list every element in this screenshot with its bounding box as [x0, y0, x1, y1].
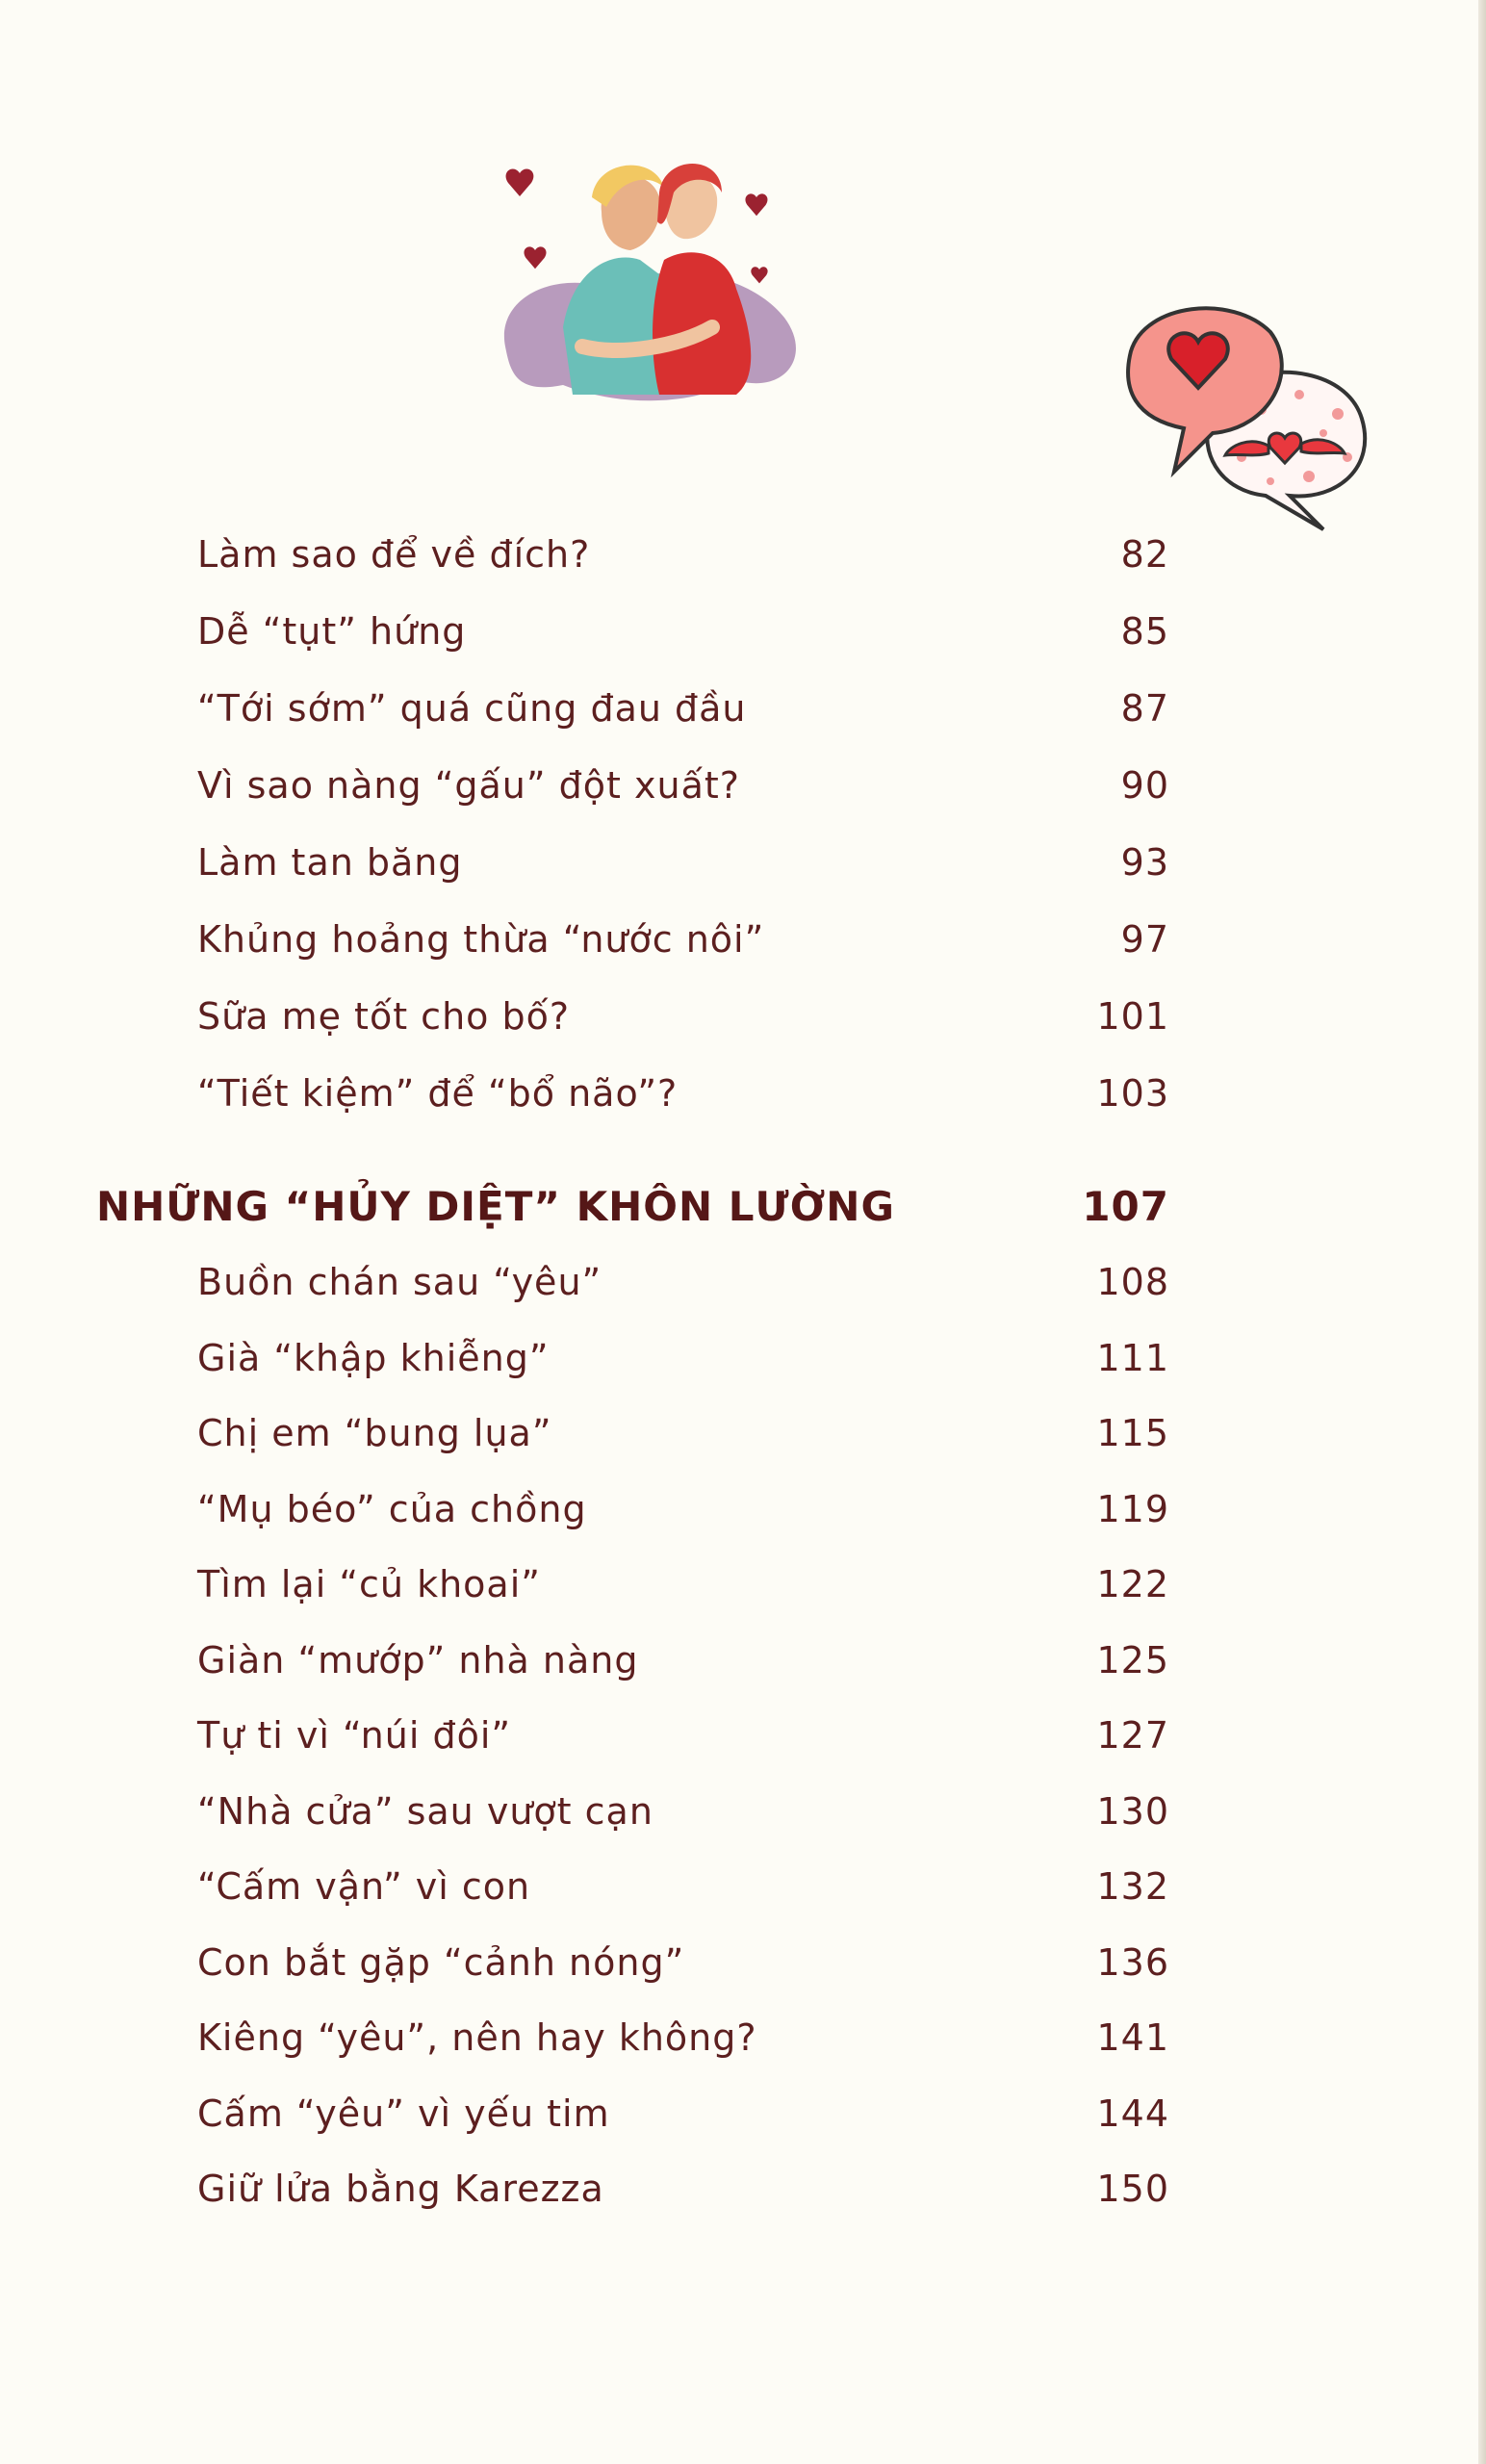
toc-entry-page-number: 90: [1120, 764, 1169, 807]
toc-entry-page-number: 130: [1096, 1790, 1169, 1833]
toc-entry-page-number: 103: [1096, 1072, 1169, 1115]
toc-entry[interactable]: [197, 603, 1169, 660]
toc-entry[interactable]: [197, 2160, 1169, 2218]
toc-entry[interactable]: [197, 526, 1169, 583]
toc-entry-page-number: 97: [1120, 918, 1169, 961]
toc-entry[interactable]: [197, 1480, 1169, 1538]
toc-entry[interactable]: [197, 911, 1169, 968]
toc-entry-title: “Cấm vận” vì con: [197, 1865, 531, 1908]
toc-entry-title: “Mụ béo” của chồng: [197, 1488, 587, 1530]
toc-entry[interactable]: [197, 1253, 1169, 1311]
toc-entry[interactable]: [197, 1065, 1169, 1122]
chapter-heading[interactable]: [96, 1172, 1169, 1240]
toc-entry-page-number: 136: [1096, 1941, 1169, 1984]
toc-entry-page-number: 115: [1096, 1412, 1169, 1454]
chapter-heading-title: NHỮNG “HỦY DIỆT” KHÔN LƯỜNG: [96, 1182, 895, 1230]
toc-entry-title: Làm tan băng: [197, 841, 463, 884]
toc-entry-title: Giàn “mướp” nhà nàng: [197, 1639, 639, 1681]
toc-entry[interactable]: [197, 834, 1169, 891]
toc-entry-title: “Tiết kiệm” để “bổ não”?: [197, 1072, 679, 1115]
toc-entry-page-number: 125: [1096, 1639, 1169, 1681]
toc-entry-page-number: 101: [1096, 995, 1169, 1038]
toc-entry-page-number: 132: [1096, 1865, 1169, 1908]
toc-entry-page-number: 122: [1096, 1563, 1169, 1605]
toc-entry-page-number: 93: [1120, 841, 1169, 884]
toc-entry[interactable]: [197, 2009, 1169, 2066]
toc-entry[interactable]: [197, 680, 1169, 737]
chapter-heading-page-number: 107: [1082, 1182, 1169, 1230]
toc-entry[interactable]: [197, 1329, 1169, 1387]
toc-entry-title: Vì sao nàng “gấu” đột xuất?: [197, 764, 740, 807]
toc-entry[interactable]: [197, 1555, 1169, 1613]
toc-entry-title: Chị em “bung lụa”: [197, 1412, 552, 1454]
toc-entry-title: “Tới sớm” quá cũng đau đầu: [197, 687, 747, 730]
toc-entry[interactable]: [197, 1934, 1169, 1991]
toc-entry-page-number: 119: [1096, 1488, 1169, 1530]
toc-entry-title: Tìm lại “củ khoai”: [197, 1563, 541, 1605]
toc-entry[interactable]: [197, 1858, 1169, 1915]
toc-entry-title: Cấm “yêu” vì yếu tim: [197, 2092, 610, 2135]
toc-entry-title: Tự ti vì “núi đôi”: [197, 1714, 512, 1757]
toc-entry[interactable]: [197, 1707, 1169, 1764]
toc-entry-title: Làm sao để về đích?: [197, 533, 591, 576]
toc-entry-page-number: 144: [1096, 2092, 1169, 2135]
toc-entry-page-number: 82: [1120, 533, 1169, 576]
toc-entry-title: Dễ “tụt” hứng: [197, 610, 467, 653]
toc-entry[interactable]: [197, 1783, 1169, 1840]
toc-entry-page-number: 108: [1096, 1261, 1169, 1303]
toc-entry-page-number: 127: [1096, 1714, 1169, 1757]
toc-entry-page-number: 141: [1096, 2016, 1169, 2059]
toc-entry-title: “Nhà cửa” sau vượt cạn: [197, 1790, 653, 1833]
toc-entry-title: Khủng hoảng thừa “nước nôi”: [197, 918, 765, 961]
toc-entry[interactable]: [197, 2085, 1169, 2143]
toc-entry-title: Con bắt gặp “cảnh nóng”: [197, 1941, 685, 1984]
toc-entry[interactable]: [197, 988, 1169, 1045]
toc-entry-page-number: 87: [1120, 687, 1169, 730]
toc-entry-title: Buồn chán sau “yêu”: [197, 1261, 602, 1303]
toc-entry-page-number: 150: [1096, 2168, 1169, 2210]
toc-entry[interactable]: [197, 757, 1169, 814]
toc-entry[interactable]: [197, 1631, 1169, 1689]
toc-entry-page-number: 111: [1096, 1337, 1169, 1379]
toc-entry-title: Giữ lửa bằng Karezza: [197, 2168, 604, 2210]
toc-entry-title: Sữa mẹ tốt cho bố?: [197, 995, 571, 1038]
toc-entry-title: Kiêng “yêu”, nên hay không?: [197, 2016, 757, 2059]
toc-entry-title: Già “khập khiễng”: [197, 1337, 550, 1379]
toc-entry[interactable]: [197, 1404, 1169, 1462]
toc-entry-page-number: 85: [1120, 610, 1169, 653]
